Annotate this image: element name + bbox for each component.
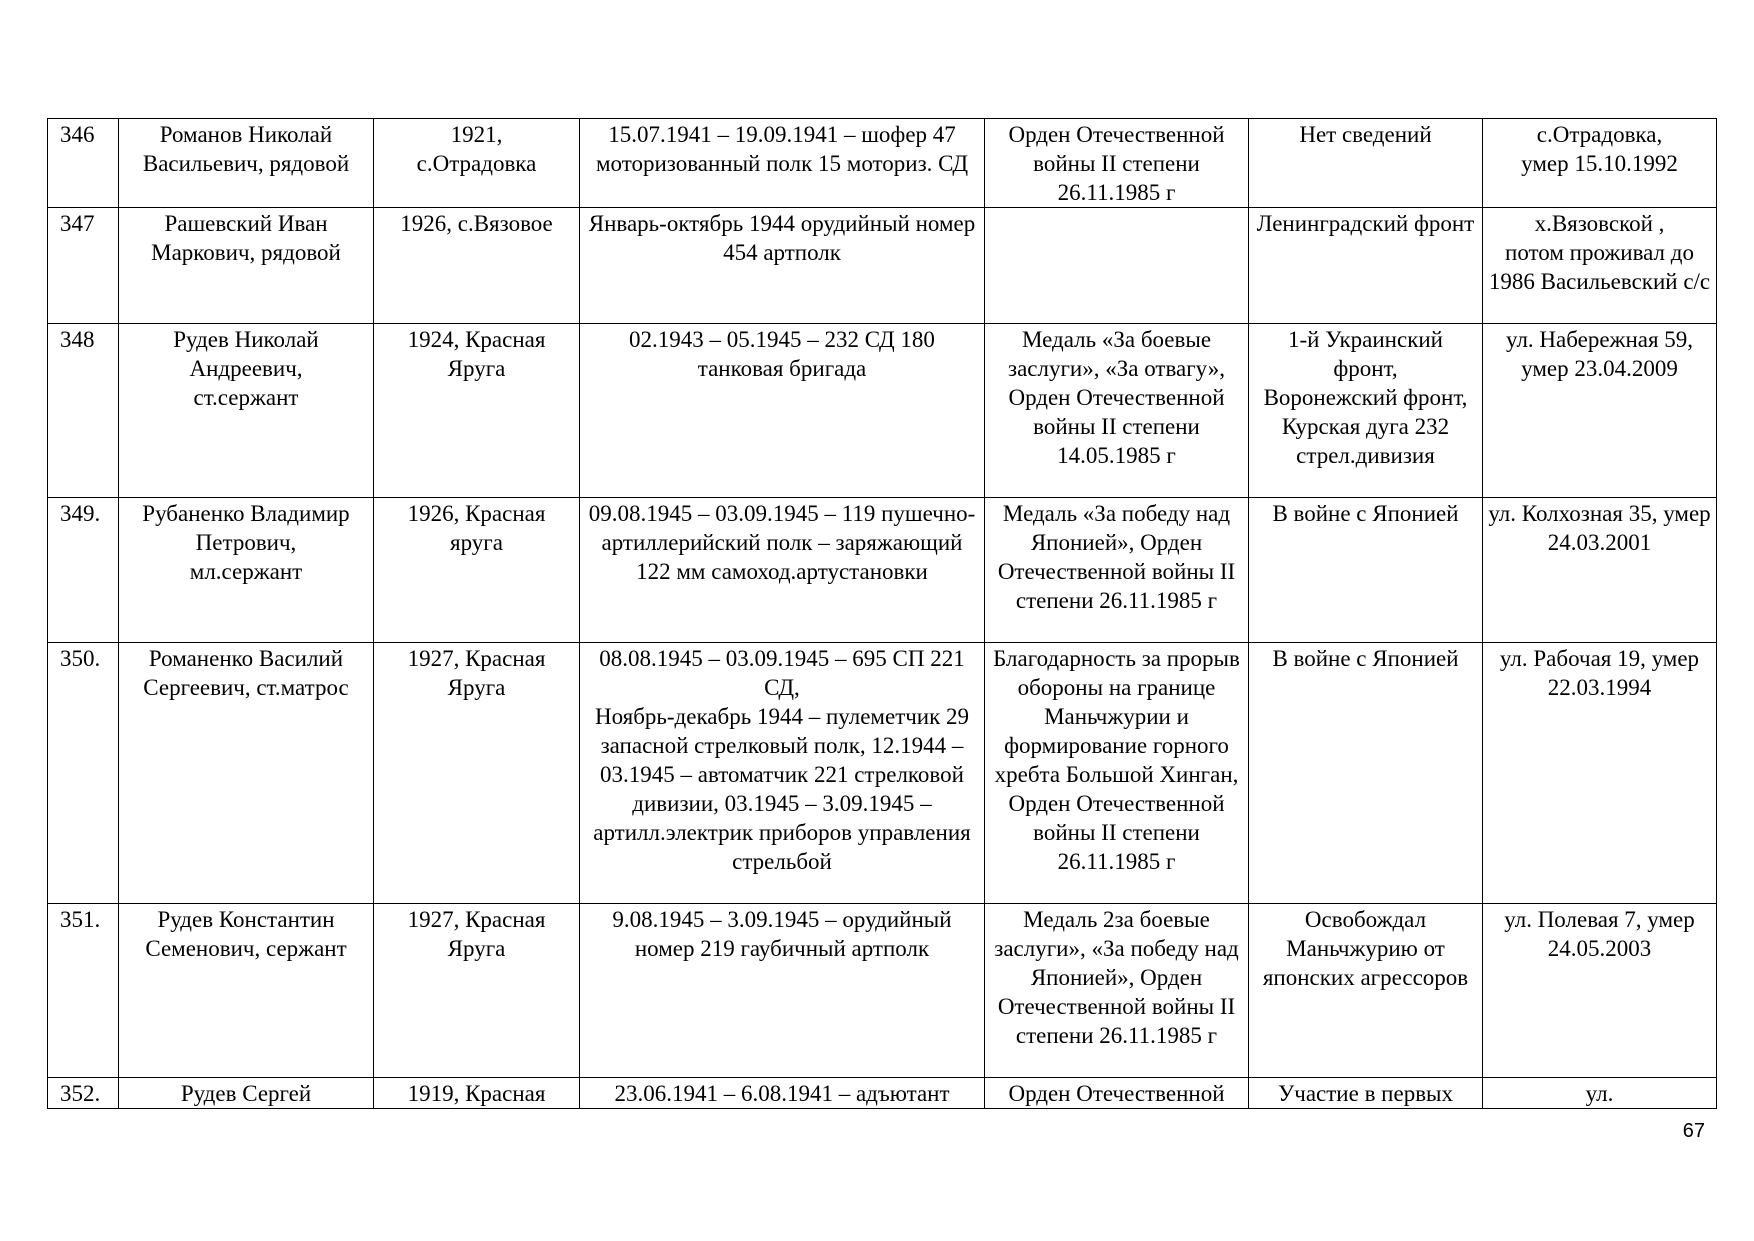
- table-row: [48, 119, 1717, 208]
- records-table: [47, 118, 1717, 1109]
- service-record: Январь-октябрь 1944 орудийный номер 454 артполк: [580, 208, 985, 324]
- record-number: 349.: [48, 498, 119, 643]
- birth-year-place: 1927, Красная Яруга: [374, 643, 580, 904]
- table-row: [48, 208, 1717, 324]
- fate-residence: с.Отрадовка, умер 15.10.1992: [1483, 119, 1717, 208]
- table-row: [48, 1078, 1717, 1109]
- record-number: 351.: [48, 904, 119, 1078]
- birth-year-place: 1926, Красная яруга: [374, 498, 580, 643]
- fate-residence: ул. Колхозная 35, умер 24.03.2001: [1483, 498, 1717, 643]
- person-name-rank: Романенко Василий Сергеевич, ст.матрос: [119, 643, 374, 904]
- person-name-rank: Рубаненко Владимир Петрович, мл.сержант: [119, 498, 374, 643]
- table-row: [48, 904, 1717, 1078]
- fate-residence: ул. Рабочая 19, умер 22.03.1994: [1483, 643, 1717, 904]
- awards: Медаль 2за боевые заслуги», «За победу над Японией», Орден Отечественной войны II степени 26.11.1985 г: [985, 904, 1249, 1078]
- front-participation: 1-й Украинский фронт, Воронежский фронт, Курская дуга 232 стрел.дивизия: [1249, 324, 1483, 498]
- front-participation: Нет сведений: [1249, 119, 1483, 208]
- awards: Медаль «За боевые заслуги», «За отвагу», Орден Отечественной войны II степени 14.05.1985 г: [985, 324, 1249, 498]
- awards: Орден Отечественной: [985, 1078, 1249, 1109]
- service-record: 09.08.1945 – 03.09.1945 – 119 пушечно-артиллерийский полк – заряжающий 122 мм самоход.артустановки: [580, 498, 985, 643]
- record-number: 352.: [48, 1078, 119, 1109]
- person-name-rank: Рудев Николай Андреевич, ст.сержант: [119, 324, 374, 498]
- service-record: 9.08.1945 – 3.09.1945 – орудийный номер 219 гаубичный артполк: [580, 904, 985, 1078]
- fate-residence: ул. Полевая 7, умер 24.05.2003: [1483, 904, 1717, 1078]
- awards: Медаль «За победу над Японией», Орден Отечественной войны II степени 26.11.1985 г: [985, 498, 1249, 643]
- fate-residence: ул. Набережная 59, умер 23.04.2009: [1483, 324, 1717, 498]
- table-row: [48, 643, 1717, 904]
- awards: [985, 208, 1249, 324]
- front-participation: Участие в первых: [1249, 1078, 1483, 1109]
- person-name-rank: Рашевский Иван Маркович, рядовой: [119, 208, 374, 324]
- service-record: 23.06.1941 – 6.08.1941 – адъютант: [580, 1078, 985, 1109]
- front-participation: Освобождал Маньчжурию от японских агрессоров: [1249, 904, 1483, 1078]
- service-record: 02.1943 – 05.1945 – 232 СД 180 танковая бригада: [580, 324, 985, 498]
- fate-residence: х.Вязовской , потом проживал до 1986 Васильевский с/с: [1483, 208, 1717, 324]
- person-name-rank: Романов Николай Васильевич, рядовой: [119, 119, 374, 208]
- birth-year-place: 1924, Красная Яруга: [374, 324, 580, 498]
- front-participation: В войне с Японией: [1249, 498, 1483, 643]
- awards: Благодарность за прорыв обороны на границе Маньчжурии и формирование горного хребта Большой Хинган, Орден Отечественной войны II степени 26.11.1985 г: [985, 643, 1249, 904]
- table-row: [48, 324, 1717, 498]
- awards: Орден Отечественной войны II степени 26.11.1985 г: [985, 119, 1249, 208]
- birth-year-place: 1927, Красная Яруга: [374, 904, 580, 1078]
- birth-year-place: 1921, с.Отрадовка: [374, 119, 580, 208]
- front-participation: В войне с Японией: [1249, 643, 1483, 904]
- person-name-rank: Рудев Сергей: [119, 1078, 374, 1109]
- record-number: 348: [48, 324, 119, 498]
- birth-year-place: 1926, с.Вязовое: [374, 208, 580, 324]
- service-record: 15.07.1941 – 19.09.1941 – шофер 47 моторизованный полк 15 моториз. СД: [580, 119, 985, 208]
- front-participation: Ленинградский фронт: [1249, 208, 1483, 324]
- birth-year-place: 1919, Красная: [374, 1078, 580, 1109]
- table-row: [48, 498, 1717, 643]
- person-name-rank: Рудев Константин Семенович, сержант: [119, 904, 374, 1078]
- page-number: 67: [1682, 1120, 1705, 1142]
- record-number: 350.: [48, 643, 119, 904]
- record-number: 346: [48, 119, 119, 208]
- record-number: 347: [48, 208, 119, 324]
- service-record: 08.08.1945 – 03.09.1945 – 695 СП 221 СД, Ноябрь-декабрь 1944 – пулеметчик 29 запасной стрелковый полк, 12.1944 – 03.1945 – автоматчик 221 стрелковой дивизии, 03.1945 – 3.09.1945 – артилл.электрик приборов управления стрельбой: [580, 643, 985, 904]
- fate-residence: ул.: [1483, 1078, 1717, 1109]
